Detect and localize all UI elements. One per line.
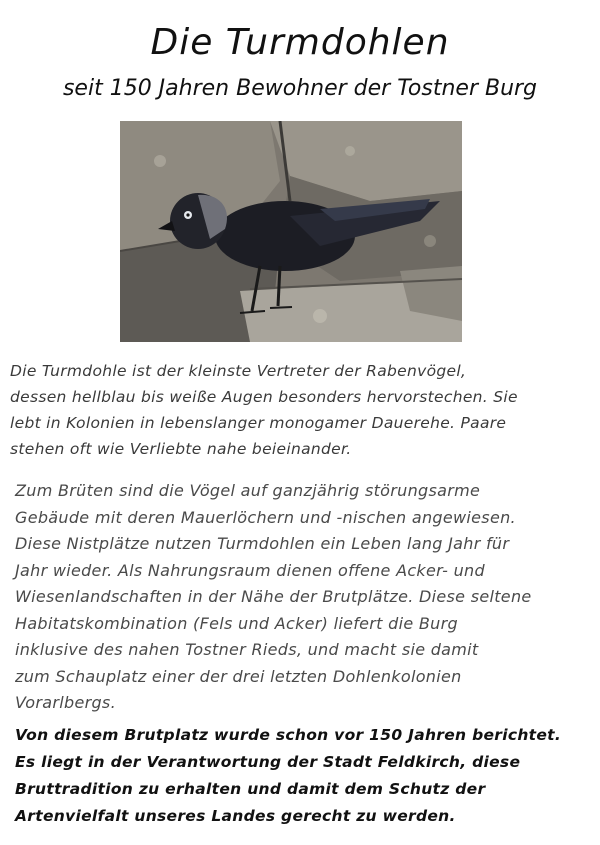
page-subtitle: seit 150 Jahren Bewohner der Tostner Burg [62, 76, 538, 101]
paragraph-responsibility: Von diesem Brutplatz wurde schon vor 150 Jahren berichtet. Es liegt in der Verantwortung der Stadt Feldkirch, diese Bruttradition zu erhalten und damit dem Schutz der Artenvielfalt unseres Landes gerecht zu werden. [15, 726, 562, 825]
paragraph-intro: Die Turmdohle ist der kleinste Vertreter der Rabenvögel, dessen hellblau bis weiße Augen besonders hervorstechen. Sie lebt in Kolonien in lebenslanger monogamer Dauerehe. Paare stehen oft wie Verliebte nahe beieinander. [10, 362, 518, 458]
paragraph-habitat: Zum Brüten sind die Vögel auf ganzjährig störungsarme Gebäude mit deren Mauerlöchern und -nischen angewiesen. Diese Nistplätze nutzen Turmdohlen ein Leben lang Jahr für Jahr wieder. Als Nahrungsraum dienen offene Acker- und Wiesenlandschaften in der Nähe der Brutplätze. Diese seltene Habitatskombination (Fels und Acker) liefert die Burg inklusive des nahen Tostner Rieds, und macht sie damit zum Schauplatz einer der drei letzten Dohlenkolonien Vorarlbergs. [15, 481, 532, 712]
page-title: Die Turmdohlen [150, 22, 450, 63]
jackdaw-photo [120, 121, 462, 342]
